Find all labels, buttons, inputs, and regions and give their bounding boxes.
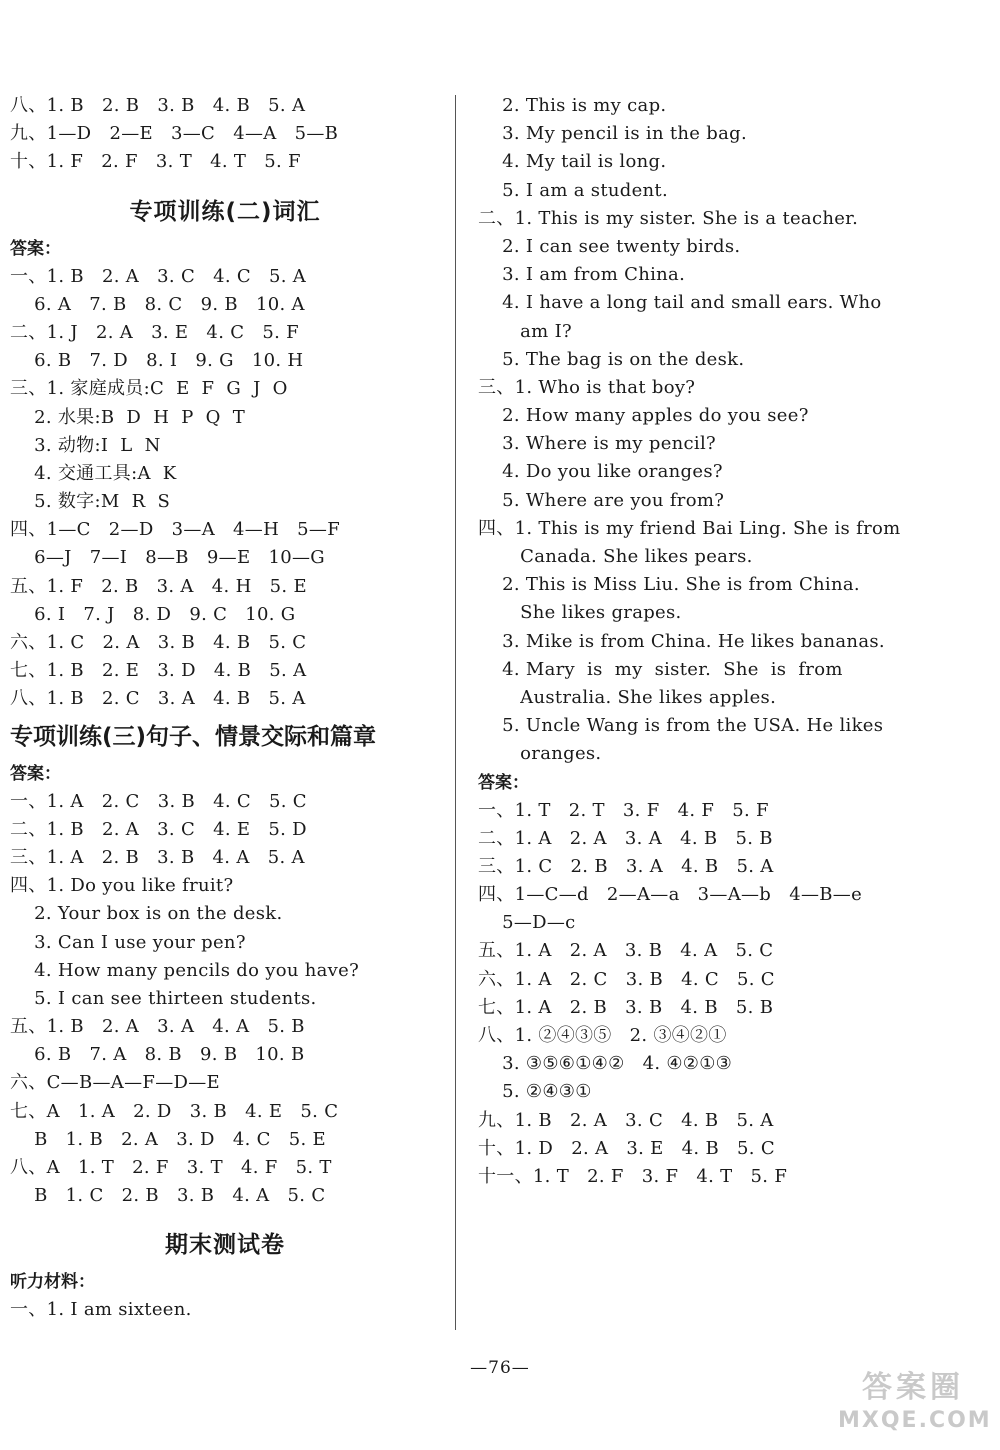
answer-line: 4. 交通工具:A K (10, 462, 177, 484)
answer-line: 六、1. A 2. C 3. B 4. C 5. C (478, 968, 775, 990)
answer-line: 3. ③⑤⑥①④② 4. ④②①③ (478, 1053, 733, 1075)
answer-line: 一、1. I am sixteen. (10, 1299, 192, 1321)
section-title: 专项训练(二)词汇 (129, 198, 321, 225)
answer-line: oranges. (478, 743, 602, 765)
answer-line: 2. I can see twenty birds. (478, 235, 741, 257)
answer-line: 四、1—C 2—D 3—A 4—H 5—F (10, 519, 341, 541)
answer-line: 四、1. Do you like fruit? (10, 875, 234, 897)
answer-line: 5. Where are you from? (478, 489, 725, 511)
right-column (478, 92, 908, 1191)
answer-line: Australia. She likes apples. (478, 686, 777, 708)
answer-line: 九、1. B 2. A 3. C 4. B 5. A (478, 1109, 774, 1131)
answer-line: 五、1. B 2. A 3. A 4. A 5. B (10, 1016, 305, 1038)
spacer (10, 177, 440, 189)
answer-line: 四、1—C—d 2—A—a 3—A—b 4—B—e (478, 884, 863, 906)
answer-line: 6. B 7. D 8. I 9. G 10. H (10, 350, 304, 372)
answer-line: 4. I have a long tail and small ears. Who (478, 292, 882, 314)
answer-line: 二、1. J 2. A 3. E 4. C 5. F (10, 321, 299, 343)
answer-line: 4. Mary is my sister. She is from (478, 658, 843, 680)
section-label: 答案： (10, 763, 61, 784)
page-number: —76— (470, 1358, 530, 1378)
section-label: 听力材料： (10, 1272, 95, 1293)
answer-line: 六、C—B—A—F—D—E (10, 1072, 220, 1094)
answer-line: Canada. She likes pears. (478, 546, 753, 567)
answer-line: 4. My tail is long. (478, 151, 667, 173)
answer-line: 3. Can I use your pen? (10, 931, 246, 953)
answer-line: 一、1. T 2. T 3. F 4. F 5. F (478, 799, 769, 821)
answer-line: 三、1. Who is that boy? (478, 376, 696, 398)
answer-line: 八、A 1. T 2. F 3. T 4. F 5. T (10, 1157, 332, 1178)
answer-line: 2. This is Miss Liu. She is from China. (478, 574, 860, 596)
answer-line: 2. Your box is on the desk. (10, 903, 283, 925)
watermark-top-text: 答案圈 (862, 1370, 964, 1405)
answer-line: 八、1. ②④③⑤ 2. ③④②① (478, 1025, 727, 1046)
answer-line: 八、1. B 2. B 3. B 4. B 5. A (10, 95, 306, 116)
column-divider (455, 95, 456, 1330)
answer-line: 3. Mike is from China. He likes bananas. (478, 630, 885, 652)
answer-line: 6. I 7. J 8. D 9. C 10. G (10, 603, 296, 625)
answer-line: 五、1. F 2. B 3. A 4. H 5. E (10, 575, 307, 597)
answer-line: 三、1. C 2. B 3. A 4. B 5. A (478, 855, 774, 877)
answer-line: 4. How many pencils do you have? (10, 959, 360, 981)
answer-line: 5—D—c (478, 912, 576, 934)
answer-line: 3. My pencil is in the bag. (478, 123, 747, 145)
answer-line: 2. 水果:B D H P Q T (10, 406, 246, 428)
watermark-bottom-text: MXQE.COM (838, 1408, 992, 1433)
answer-line: am I? (478, 320, 572, 342)
answer-line: 七、1. A 2. B 3. B 4. B 5. B (478, 996, 774, 1018)
answer-line: 3. Where is my pencil? (478, 433, 716, 455)
answer-line: 5. 数字:M R S (10, 491, 171, 513)
answer-line: 一、1. B 2. A 3. C 4. C 5. A (10, 265, 307, 287)
section-label: 答案： (10, 238, 61, 259)
answer-line: 二、1. This is my sister. She is a teacher. (478, 207, 859, 229)
left-column (10, 92, 440, 1325)
answer-line: 四、1. This is my friend Bai Ling. She is from (478, 517, 901, 539)
answer-line: 5. I am a student. (478, 179, 668, 201)
answer-line: 七、A 1. A 2. D 3. B 4. E 5. C (10, 1100, 339, 1122)
section-title: 期末测试卷 (165, 1232, 285, 1259)
answer-line: B 1. C 2. B 3. B 4. A 5. C (10, 1185, 326, 1207)
answer-line: B 1. B 2. A 3. D 4. C 5. E (10, 1128, 326, 1150)
answer-line: 十一、1. T 2. F 3. F 4. T 5. F (478, 1165, 788, 1187)
spacer (10, 1210, 440, 1222)
answer-line: 2. How many apples do you see? (478, 405, 809, 427)
answer-line: 一、1. A 2. C 3. B 4. C 5. C (10, 790, 307, 812)
answer-line: 二、1. A 2. A 3. A 4. B 5. B (478, 827, 773, 849)
answer-line: 十、1. D 2. A 3. E 4. B 5. C (478, 1137, 775, 1159)
section-label: 答案： (478, 772, 529, 793)
answer-line: 八、1. B 2. C 3. A 4. B 5. A (10, 688, 306, 710)
answer-line: 3. 动物:I L N (10, 434, 161, 456)
answer-line: 十、1. F 2. F 3. T 4. T 5. F (10, 151, 301, 173)
answer-line: 五、1. A 2. A 3. B 4. A 5. C (478, 940, 774, 962)
answer-line: 2. This is my cap. (478, 95, 667, 116)
answer-line: 三、1. A 2. B 3. B 4. A 5. A (10, 846, 305, 868)
answer-line: 6. B 7. A 8. B 9. B 10. B (10, 1044, 305, 1066)
answer-line: 5. I can see thirteen students. (10, 987, 317, 1009)
answer-line: 二、1. B 2. A 3. C 4. E 5. D (10, 818, 307, 840)
answer-line: 九、1—D 2—E 3—C 4—A 5—B (10, 123, 339, 145)
watermark-logo (838, 1362, 992, 1442)
answer-line: 三、1. 家庭成员:C E F G J O (10, 378, 288, 400)
answer-line: 6. A 7. B 8. C 9. B 10. A (10, 293, 305, 315)
answer-line: 5. The bag is on the desk. (478, 348, 745, 370)
section-title: 专项训练(三)句子、情景交际和篇章 (10, 723, 377, 750)
answer-line: 六、1. C 2. A 3. B 4. B 5. C (10, 632, 307, 653)
answer-line: 4. Do you like oranges? (478, 461, 723, 483)
answer-line: 6—J 7—I 8—B 9—E 10—G (10, 547, 325, 569)
answer-line: She likes grapes. (478, 602, 682, 624)
answer-line: 5. ②④③① (478, 1081, 592, 1103)
answer-line: 5. Uncle Wang is from the USA. He likes (478, 715, 884, 737)
answer-line: 3. I am from China. (478, 264, 686, 286)
answer-line: 七、1. B 2. E 3. D 4. B 5. A (10, 660, 307, 682)
